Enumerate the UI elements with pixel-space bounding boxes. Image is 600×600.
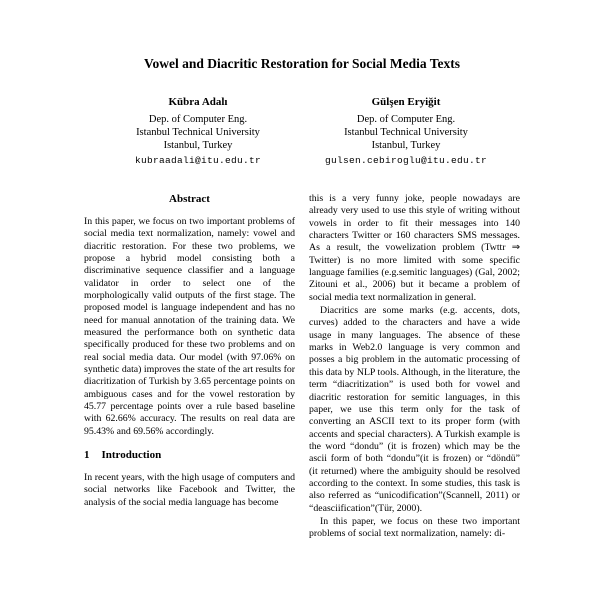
abstract-heading: Abstract (169, 193, 210, 205)
left-column (84, 193, 295, 541)
author-block-2 (302, 96, 510, 167)
author-email: kubraadali@itu.edu.tr (134, 155, 262, 167)
author-section (94, 96, 510, 167)
author-university: Istanbul Technical University (136, 126, 260, 138)
author-block-1 (94, 96, 302, 167)
section-title: Introduction (101, 449, 162, 462)
right-column (309, 193, 520, 541)
body-paragraph: this is a very funny joke, people nowadays are already very used to use this style of writing without vowels in order to fit their messages into 140 characters Twitter or 160 characters SMS messages. As a result, the vowelization problem (Twttr ⇒ Twitter) is no more limited with some specific language families (e.g.semitic languages) (Gal, 2002; Zitouni et al., 2006) but it became a problem of social media text normalization in general. (309, 193, 520, 303)
author-city: Istanbul, Turkey (163, 140, 233, 151)
author-dept: Dep. of Computer Eng. (356, 113, 456, 125)
author-city: Istanbul, Turkey (371, 140, 441, 151)
author-email: gulsen.cebiroglu@itu.edu.tr (324, 155, 488, 167)
paper-title: Vowel and Diacritic Restoration for Social Media Texts (143, 56, 461, 71)
author-university: Istanbul Technical University (344, 126, 468, 138)
introduction-paragraph: In recent years, with the high usage of computers and social networks like Facebook and Twitter, the analysis of the social media language has become (84, 471, 295, 508)
author-dept: Dep. of Computer Eng. (148, 113, 248, 125)
section-heading-introduction (84, 449, 295, 463)
section-number: 1 (84, 449, 90, 462)
abstract-text: In this paper, we focus on two important problems of social media text normalization, namely: vowel and diacritic restoration. For these two problems, we propose a hybrid model consisting both a discriminative sequence classifier and a language validator in order to select one of the morphologically valid outputs of the first stage. The proposed model is language independent and has no need for manual annotation of the training data. We measured the performance both on synthetic data specifically produced for these two problems and on real social media data. Our model (with 97.06% on synthetic data) improves the state of the art results for diacritization of Turkish by 3.65 percentage points on ambiguous cases and for the vowel restoration by 45.77 percentage points over a rule based baseline with 62.66% accuracy. The results on real data are 95.43% and 69.56% accordingly. (84, 215, 295, 437)
author-name: Kübra Adalı (168, 96, 228, 108)
body-paragraph: Diacritics are some marks (e.g. accents, dots, curves) added to the characters and have a wide usage in many languages. The absence of these marks in Web2.0 language is very common and posses a big problem in the automatic processing of this data by NLP tools. Although, in the literature, the term “diacritization” is used both for vowel and diacritic restoration for semitic languages, in this paper, we use this term only for the task of converting an ASCII text to its proper form (with accents and special characters). A Turkish example is the word “dondu” (it is frozen) which may be the ascii form of both “dondu”(it is frozen) or “döndü” (it returned) where the ambiguity should be resolved according to the context. In some studies, this task is also referred as “unicodification”(Scannell, 2011) or “deasciification”(Tür, 2000). (309, 305, 520, 514)
body-paragraph: In this paper, we focus on these two important problems of social text normalization, namely: di- (309, 515, 520, 540)
body-columns (84, 193, 520, 541)
author-name: Gülşen Eryiğit (371, 96, 441, 108)
